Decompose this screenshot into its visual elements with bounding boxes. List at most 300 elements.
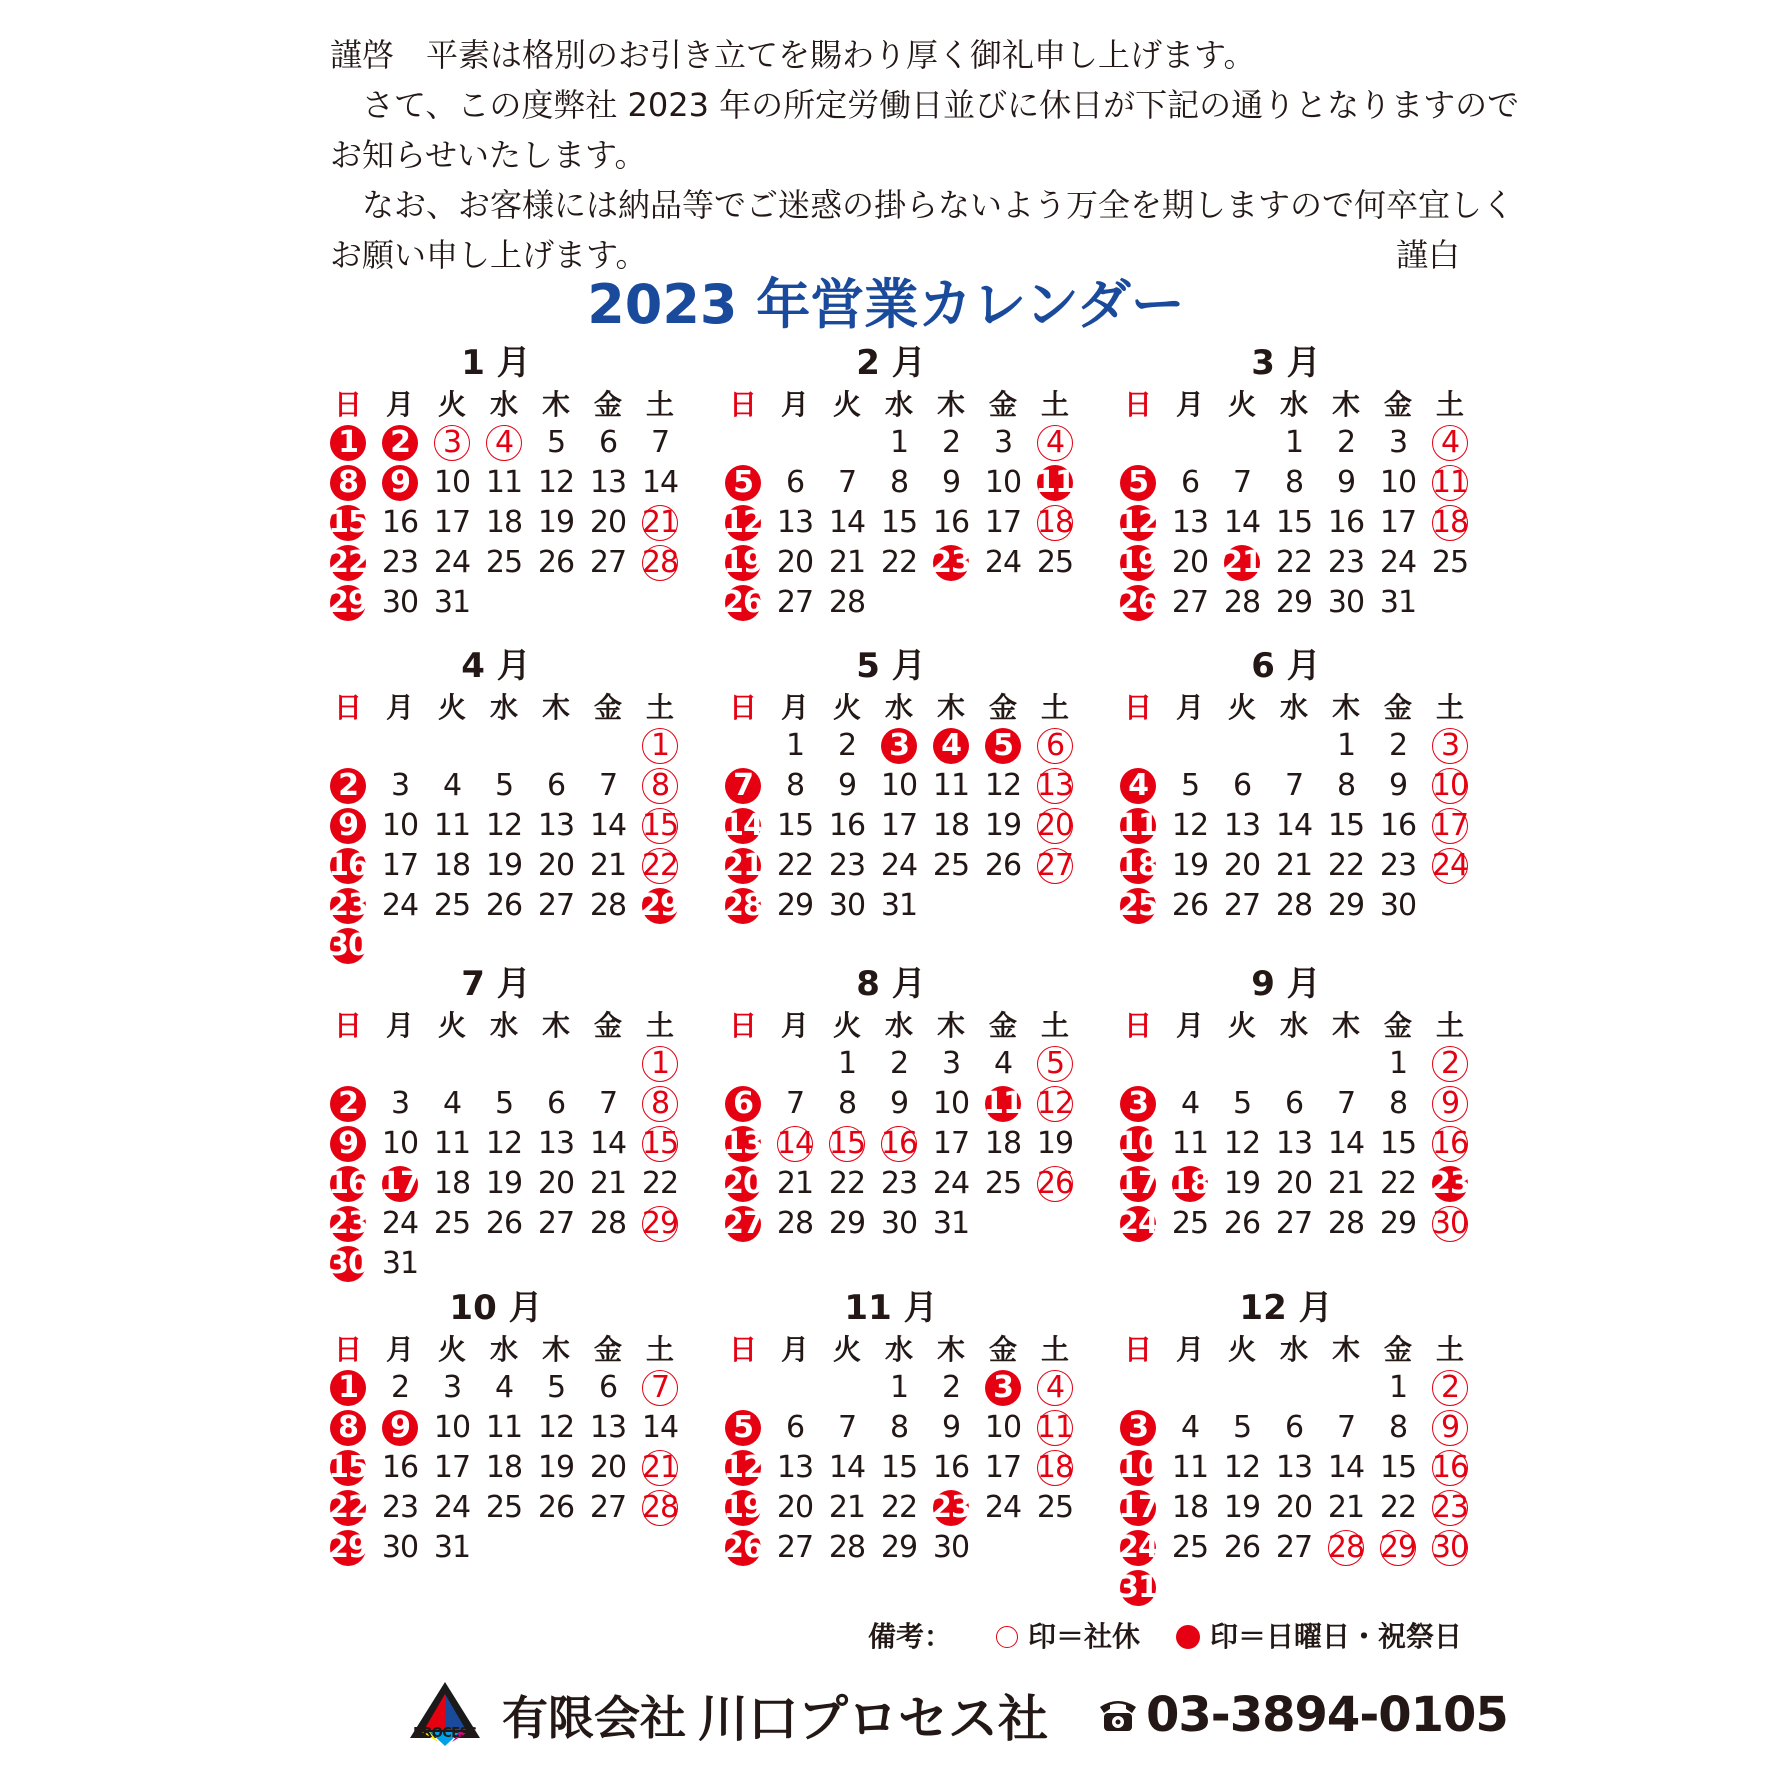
day-number: 31 <box>433 585 471 620</box>
day-workday <box>821 463 873 503</box>
day-holiday <box>1112 1204 1164 1244</box>
day-number: 3 <box>442 1370 462 1405</box>
day-workday <box>1029 1124 1081 1164</box>
filled-circle-day: 17 <box>1118 1490 1158 1525</box>
month-block <box>1112 343 1472 623</box>
filled-circle-day: 23 <box>931 545 971 580</box>
weekday-label: 土 <box>1435 1009 1464 1042</box>
month-title: 6 月 <box>1251 646 1321 686</box>
day-company-off <box>1320 1528 1372 1568</box>
day-holiday <box>374 1408 426 1448</box>
day-company-off <box>1424 503 1476 543</box>
day-number: 18 <box>1171 1490 1209 1525</box>
day-number: 19 <box>537 1450 575 1485</box>
page-title: 2023 年営業カレンダー <box>587 273 1185 336</box>
day-holiday <box>1112 1084 1164 1124</box>
day-number: 14 <box>1327 1126 1365 1161</box>
weekday-label: 日 <box>1123 388 1152 421</box>
filled-circle-day: 3 <box>1120 1086 1156 1122</box>
day-company-off <box>1424 1084 1476 1124</box>
day-workday <box>1216 1528 1268 1568</box>
filled-circle-day: 10 <box>1118 1126 1158 1161</box>
day-holiday <box>1112 463 1164 503</box>
weekday-label: 水 <box>884 1009 913 1042</box>
weekday-label: 木 <box>1331 691 1360 724</box>
weekday-label: 土 <box>1040 1009 1069 1042</box>
day-number: 20 <box>589 505 627 540</box>
empty-cell <box>717 423 769 463</box>
open-circle-day: 8 <box>642 768 678 804</box>
day-company-off <box>1029 766 1081 806</box>
empty-cell <box>530 1044 582 1084</box>
day-workday <box>1320 1164 1372 1204</box>
day-number: 15 <box>1327 808 1365 843</box>
day-workday <box>1372 463 1424 503</box>
weekday-header <box>717 383 1077 423</box>
day-number: 4 <box>442 768 462 803</box>
day-number: 22 <box>641 1166 679 1201</box>
day-number: 8 <box>889 465 909 500</box>
day-holiday <box>717 1448 769 1488</box>
weekday-label: 金 <box>988 1009 1017 1042</box>
day-workday <box>977 423 1029 463</box>
day-number: 30 <box>828 888 866 923</box>
day-number: 11 <box>433 808 471 843</box>
day-number: 24 <box>880 848 918 883</box>
day-number: 25 <box>984 1166 1022 1201</box>
day-number: 1 <box>889 425 909 460</box>
empty-cell <box>478 726 530 766</box>
day-workday <box>1216 1408 1268 1448</box>
weekday-label: 日 <box>333 1333 362 1366</box>
day-number: 20 <box>1171 545 1209 580</box>
day-number: 6 <box>598 425 618 460</box>
filled-circle-day: 30 <box>328 1246 368 1281</box>
day-number: 6 <box>1232 768 1252 803</box>
open-circle-day: 6 <box>1037 728 1073 764</box>
filled-circle-day: 4 <box>933 728 969 764</box>
day-company-off <box>1029 1408 1081 1448</box>
day-workday <box>821 1488 873 1528</box>
day-number: 31 <box>381 1246 419 1281</box>
weekday-header <box>717 1328 1077 1368</box>
legend <box>868 1617 1462 1657</box>
weekday-label: 月 <box>385 1333 414 1366</box>
day-workday <box>873 1368 925 1408</box>
day-workday <box>1372 1044 1424 1084</box>
day-workday <box>426 463 478 503</box>
day-workday <box>582 1448 634 1488</box>
day-workday <box>530 423 582 463</box>
day-workday <box>925 503 977 543</box>
day-workday <box>1320 1124 1372 1164</box>
empty-cell <box>1112 1044 1164 1084</box>
empty-cell <box>1112 726 1164 766</box>
day-workday <box>1372 1084 1424 1124</box>
filled-circle-day: 26 <box>1118 585 1158 620</box>
day-workday <box>1372 846 1424 886</box>
day-workday <box>977 1488 1029 1528</box>
filled-circle-day: 18 <box>1118 848 1158 883</box>
day-number: 23 <box>880 1166 918 1201</box>
day-workday <box>1029 543 1081 583</box>
day-workday <box>582 423 634 463</box>
day-workday <box>873 806 925 846</box>
month-block <box>717 646 1077 926</box>
day-number: 20 <box>537 848 575 883</box>
day-workday <box>769 1528 821 1568</box>
day-number: 4 <box>494 1370 514 1405</box>
day-holiday <box>322 463 374 503</box>
day-number: 9 <box>941 465 961 500</box>
day-holiday <box>717 766 769 806</box>
day-workday <box>426 1448 478 1488</box>
filled-circle-day: 26 <box>723 585 763 620</box>
day-workday <box>374 1488 426 1528</box>
day-holiday <box>1112 1164 1164 1204</box>
day-number: 15 <box>880 1450 918 1485</box>
day-workday <box>1268 766 1320 806</box>
weekday-label: 金 <box>1383 1333 1412 1366</box>
day-number: 8 <box>1388 1086 1408 1121</box>
day-workday <box>873 1488 925 1528</box>
weekday-label: 水 <box>1279 1333 1308 1366</box>
day-holiday <box>1216 543 1268 583</box>
weekday-label: 日 <box>728 691 757 724</box>
day-workday <box>1372 806 1424 846</box>
open-circle-day: 11 <box>1036 1410 1074 1445</box>
month-block <box>717 343 1077 623</box>
days-grid <box>717 1368 1077 1568</box>
month-title: 12 月 <box>1239 1288 1333 1328</box>
day-number: 14 <box>1327 1450 1365 1485</box>
day-workday <box>977 543 1029 583</box>
empty-cell <box>717 1044 769 1084</box>
empty-cell <box>582 1044 634 1084</box>
day-workday <box>925 766 977 806</box>
open-circle-day: 26 <box>1036 1166 1074 1201</box>
filled-circle-day: 1 <box>330 425 366 461</box>
day-workday <box>530 846 582 886</box>
filled-circle-day: 3 <box>985 1370 1021 1406</box>
day-number: 20 <box>1275 1490 1313 1525</box>
day-holiday <box>322 1204 374 1244</box>
greeting-line-3: お知らせいたします。 <box>330 136 647 174</box>
day-workday <box>426 1368 478 1408</box>
day-workday <box>977 766 1029 806</box>
day-holiday <box>322 1244 374 1284</box>
day-holiday <box>1112 846 1164 886</box>
day-workday <box>1320 726 1372 766</box>
filled-circle-day: 9 <box>330 808 366 844</box>
day-number: 31 <box>1379 585 1417 620</box>
day-workday <box>1320 503 1372 543</box>
day-number: 11 <box>1171 1450 1209 1485</box>
day-workday <box>1320 1448 1372 1488</box>
day-workday <box>1216 503 1268 543</box>
month-block <box>322 964 682 1284</box>
filled-circle-day: 27 <box>723 1206 763 1241</box>
day-holiday <box>717 1488 769 1528</box>
day-number: 20 <box>537 1166 575 1201</box>
day-workday <box>1216 583 1268 623</box>
day-workday <box>769 726 821 766</box>
day-workday <box>530 1164 582 1204</box>
day-workday <box>1372 583 1424 623</box>
day-number: 10 <box>932 1086 970 1121</box>
day-workday <box>478 1084 530 1124</box>
day-workday <box>821 726 873 766</box>
day-number: 10 <box>381 1126 419 1161</box>
day-workday <box>977 846 1029 886</box>
day-workday <box>821 583 873 623</box>
day-company-off <box>1424 806 1476 846</box>
month-block <box>322 646 682 966</box>
day-number: 6 <box>785 465 805 500</box>
day-workday <box>925 1084 977 1124</box>
day-number: 14 <box>828 505 866 540</box>
filled-circle-day: 11 <box>983 1086 1023 1121</box>
day-number: 19 <box>1223 1166 1261 1201</box>
day-number: 22 <box>880 545 918 580</box>
filled-circle-day: 12 <box>723 1450 763 1485</box>
filled-circle-day: 11 <box>1035 465 1075 500</box>
weekday-label: 水 <box>1279 691 1308 724</box>
day-number: 29 <box>1327 888 1365 923</box>
day-number: 27 <box>589 1490 627 1525</box>
day-number: 2 <box>1336 425 1356 460</box>
day-workday <box>374 1084 426 1124</box>
day-workday <box>769 583 821 623</box>
day-number: 24 <box>984 545 1022 580</box>
day-workday <box>1320 766 1372 806</box>
day-company-off <box>1424 766 1476 806</box>
weekday-label: 金 <box>988 388 1017 421</box>
day-workday <box>478 1488 530 1528</box>
day-number: 21 <box>1327 1490 1365 1525</box>
open-circle-day: 12 <box>1036 1086 1074 1121</box>
open-circle-day: 4 <box>1037 425 1073 461</box>
days-grid <box>717 1044 1077 1244</box>
weekday-label: 月 <box>1175 1333 1204 1366</box>
day-workday <box>478 1368 530 1408</box>
day-holiday <box>374 423 426 463</box>
month-block <box>717 1288 1077 1568</box>
day-workday <box>1164 1488 1216 1528</box>
day-number: 30 <box>880 1206 918 1241</box>
open-circle-day: 21 <box>641 505 679 540</box>
filled-circle-day: 29 <box>328 1530 368 1565</box>
day-number: 8 <box>889 1410 909 1445</box>
day-workday <box>530 766 582 806</box>
day-holiday <box>977 1368 1029 1408</box>
filled-circle-day: 19 <box>723 1490 763 1525</box>
weekday-label: 水 <box>1279 1009 1308 1042</box>
day-company-off <box>634 503 686 543</box>
day-number: 17 <box>984 1450 1022 1485</box>
day-number: 18 <box>485 1450 523 1485</box>
greeting-line-5: お願い申し上げます。 <box>330 236 648 274</box>
day-workday <box>925 463 977 503</box>
day-company-off <box>821 1124 873 1164</box>
day-workday <box>478 463 530 503</box>
month-title: 7 月 <box>461 964 531 1004</box>
weekday-label: 月 <box>1175 388 1204 421</box>
day-workday <box>530 1204 582 1244</box>
month-block <box>322 343 682 623</box>
filled-circle-day: 23 <box>328 888 368 923</box>
day-number: 27 <box>776 1530 814 1565</box>
day-workday <box>478 1124 530 1164</box>
empty-cell <box>1320 1368 1372 1408</box>
filled-circle-icon <box>1176 1625 1200 1649</box>
open-circle-day: 18 <box>1036 1450 1074 1485</box>
day-workday <box>582 1084 634 1124</box>
day-workday <box>1372 886 1424 926</box>
day-workday <box>925 846 977 886</box>
day-workday <box>1164 503 1216 543</box>
month-block <box>717 964 1077 1244</box>
open-circle-day: 9 <box>1432 1086 1468 1122</box>
day-holiday <box>322 1488 374 1528</box>
open-circle-day: 30 <box>1431 1530 1469 1565</box>
day-number: 8 <box>1336 768 1356 803</box>
day-holiday <box>1112 1124 1164 1164</box>
filled-circle-day: 12 <box>723 505 763 540</box>
day-number: 21 <box>828 1490 866 1525</box>
day-number: 24 <box>433 1490 471 1525</box>
day-workday <box>769 463 821 503</box>
month-title: 3 月 <box>1251 343 1321 383</box>
day-workday <box>1320 886 1372 926</box>
day-holiday <box>322 1124 374 1164</box>
day-workday <box>582 1164 634 1204</box>
day-workday <box>1268 583 1320 623</box>
empty-cell <box>322 726 374 766</box>
day-workday <box>1268 886 1320 926</box>
days-grid <box>322 726 682 966</box>
day-workday <box>821 1448 873 1488</box>
day-workday <box>1268 1408 1320 1448</box>
day-number: 7 <box>837 465 857 500</box>
day-company-off <box>1424 1368 1476 1408</box>
month-block <box>1112 646 1472 926</box>
day-number: 12 <box>1223 1126 1261 1161</box>
weekday-label: 月 <box>780 388 809 421</box>
day-holiday <box>717 583 769 623</box>
weekday-label: 金 <box>593 691 622 724</box>
day-number: 29 <box>1275 585 1313 620</box>
day-number: 18 <box>433 1166 471 1201</box>
day-workday <box>582 1488 634 1528</box>
day-workday <box>873 886 925 926</box>
filled-circle-day: 2 <box>330 1086 366 1122</box>
empty-cell <box>821 1368 873 1408</box>
weekday-header <box>322 686 682 726</box>
weekday-label: 日 <box>728 388 757 421</box>
day-workday <box>821 1164 873 1204</box>
filled-circle-day: 20 <box>723 1166 763 1201</box>
day-workday <box>1268 463 1320 503</box>
month-block <box>1112 964 1472 1244</box>
day-workday <box>821 1044 873 1084</box>
day-workday <box>1372 726 1424 766</box>
filled-circle-day: 22 <box>328 1490 368 1525</box>
day-number: 20 <box>776 1490 814 1525</box>
open-circle-day: 15 <box>641 1126 679 1161</box>
weekday-label: 火 <box>1227 388 1256 421</box>
open-circle-day: 3 <box>1432 728 1468 764</box>
day-workday <box>821 1408 873 1448</box>
day-number: 12 <box>984 768 1022 803</box>
weekday-label: 木 <box>1331 1333 1360 1366</box>
day-workday <box>769 543 821 583</box>
filled-circle-day: 23 <box>1430 1166 1470 1201</box>
open-circle-day: 5 <box>1037 1046 1073 1082</box>
day-workday <box>426 1164 478 1204</box>
day-workday <box>426 1084 478 1124</box>
month-title: 2 月 <box>856 343 926 383</box>
day-workday <box>530 1084 582 1124</box>
weekday-label: 月 <box>780 1333 809 1366</box>
weekday-label: 金 <box>988 1333 1017 1366</box>
day-company-off <box>426 423 478 463</box>
day-workday <box>925 1124 977 1164</box>
day-company-off <box>1424 1408 1476 1448</box>
weekday-label: 水 <box>1279 388 1308 421</box>
weekday-label: 月 <box>780 1009 809 1042</box>
day-number: 11 <box>433 1126 471 1161</box>
day-number: 16 <box>1379 808 1417 843</box>
day-workday <box>1268 1084 1320 1124</box>
day-company-off <box>1372 1528 1424 1568</box>
day-workday <box>1216 1164 1268 1204</box>
open-circle-day: 13 <box>1036 768 1074 803</box>
empty-cell <box>769 1044 821 1084</box>
day-workday <box>925 1368 977 1408</box>
day-workday <box>530 463 582 503</box>
filled-circle-day: 16 <box>328 848 368 883</box>
day-number: 24 <box>984 1490 1022 1525</box>
day-number: 7 <box>785 1086 805 1121</box>
day-holiday <box>1164 1164 1216 1204</box>
open-circle-day: 14 <box>776 1126 814 1161</box>
day-workday <box>1216 846 1268 886</box>
open-circle-day: 29 <box>1379 1530 1417 1565</box>
day-number: 27 <box>1275 1530 1313 1565</box>
day-number: 22 <box>776 848 814 883</box>
day-holiday <box>322 1164 374 1204</box>
day-company-off <box>1424 1044 1476 1084</box>
day-holiday <box>322 543 374 583</box>
day-number: 18 <box>485 505 523 540</box>
day-number: 5 <box>1232 1410 1252 1445</box>
day-number: 14 <box>1223 505 1261 540</box>
day-holiday <box>925 726 977 766</box>
day-number: 7 <box>1284 768 1304 803</box>
day-number: 29 <box>828 1206 866 1241</box>
day-number: 17 <box>880 808 918 843</box>
days-grid <box>1112 1368 1472 1608</box>
day-company-off <box>1029 1368 1081 1408</box>
day-number: 12 <box>485 1126 523 1161</box>
day-workday <box>977 463 1029 503</box>
day-workday <box>478 886 530 926</box>
day-number: 13 <box>537 808 575 843</box>
day-workday <box>1268 1204 1320 1244</box>
day-number: 27 <box>589 545 627 580</box>
empty-cell <box>1164 1044 1216 1084</box>
